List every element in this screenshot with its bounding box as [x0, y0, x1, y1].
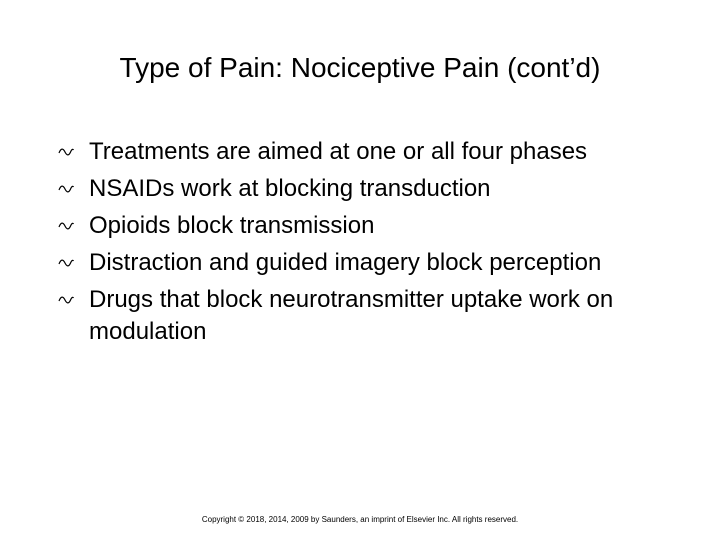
- bullet-text: Treatments are aimed at one or all four phases: [89, 138, 588, 165]
- slide-title: Type of Pain: Nociceptive Pain (cont’d): [119, 52, 601, 83]
- bullet-item: [58, 284, 678, 348]
- wave-bullet-icon: [58, 184, 74, 194]
- wave-bullet-icon: [58, 147, 74, 157]
- bullet-item: [58, 136, 678, 168]
- wave-bullet-icon: [58, 258, 74, 268]
- bullet-item: [58, 173, 678, 205]
- wave-bullet-icon: [58, 295, 74, 305]
- bullet-list: [58, 136, 678, 353]
- wave-bullet-icon: [58, 221, 74, 231]
- bullet-text: NSAIDs work at blocking transduction: [89, 175, 491, 202]
- bullet-item: [58, 210, 678, 242]
- copyright-footer: Copyright © 2018, 2014, 2009 by Saunders, an imprint of Elsevier Inc. All rights reserved.: [201, 515, 519, 524]
- bullet-text: Drugs that block neurotransmitter uptake work on modulation: [89, 286, 614, 345]
- bullet-item: [58, 247, 678, 279]
- bullet-text: Distraction and guided imagery block perception: [89, 249, 602, 276]
- bullet-text: Opioids block transmission: [89, 212, 375, 239]
